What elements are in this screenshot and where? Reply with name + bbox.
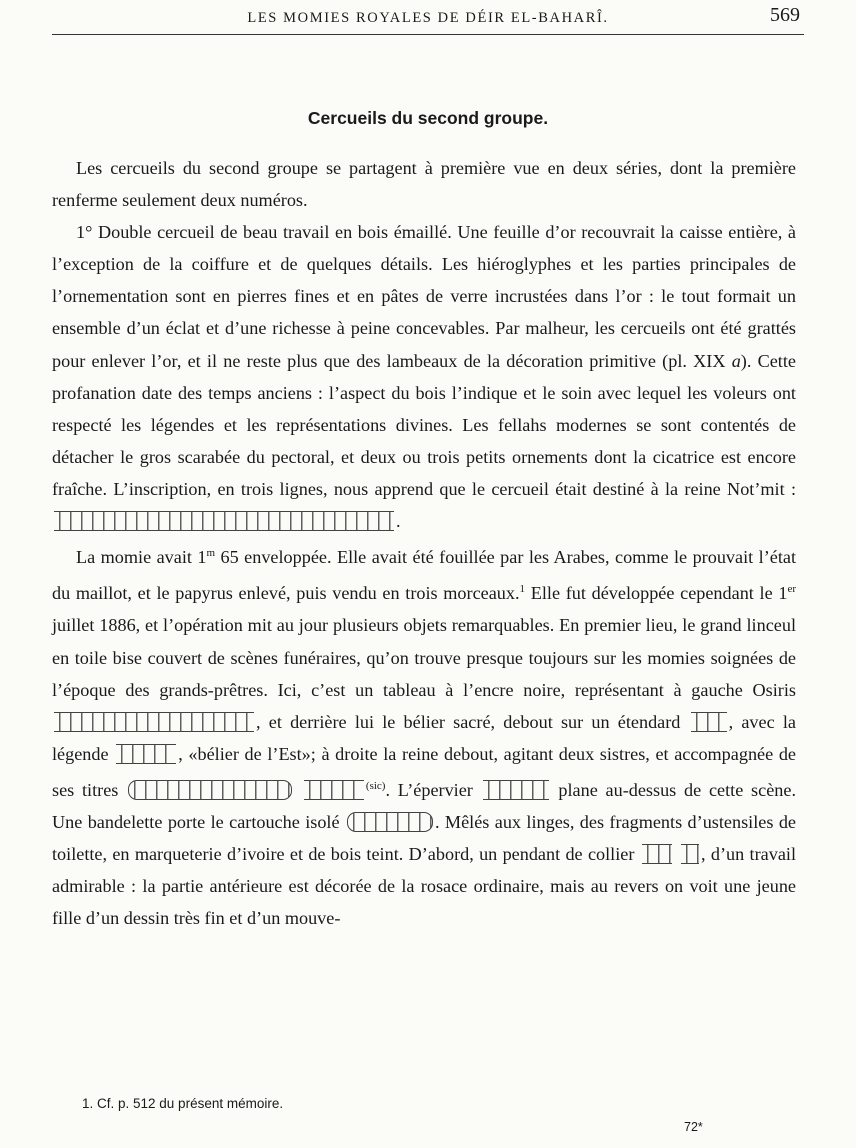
- hieroglyph-titles: [128, 780, 292, 800]
- text-run: , d’un travail admirable : la partie antérieure est décorée de la rosace ordinaire, mais au revers on voit une jeune fille d’un dessin très fin et d’un mouve-: [52, 844, 796, 929]
- text-run: La momie avait 1: [76, 547, 207, 568]
- text-run: [294, 780, 302, 800]
- text-run: . L’épervier: [385, 779, 481, 800]
- running-head: [52, 6, 804, 35]
- sic-note: (sic): [365, 779, 386, 792]
- running-title: LES MOMIES ROYALES DE DÉIR EL-BAHARÎ.: [247, 10, 609, 26]
- hieroglyph-titles-end: [304, 780, 364, 800]
- page-number: 569: [770, 4, 800, 26]
- text-run: juillet 1886, et l’opération mit au jour plusieurs objets remarquables. En premier lieu, le grand linceul en toile bise couvert de scènes funéraires, qu’on trouve presque toujours sur les momies soignées de l’époque des grands-prêtres. Ici, c’est un tableau à l’encre noire, représentant à gauche Osiris: [52, 615, 796, 700]
- hieroglyph-cartouche: [347, 812, 433, 832]
- footnote: 1. Cf. p. 512 du présent mémoire.: [82, 1096, 284, 1111]
- text-run: 1° Double cercueil de beau travail en bois émaillé. Une feuille d’or recouvrait la caisse entière, à l’exception de la coiffure et de quelques détails. Les hiéroglyphes et les parties principales de l’ornementation sont en pierres fines et en pâtes de verre incrustées dans l’or : le tout formait un ensemble d’un éclat et d’une richesse à peine concevables. Par malheur, les cercueils ont été grattés pour enlever l’or, et il ne reste plus que des lambeaux de la décoration primitive (pl. XIX: [52, 222, 796, 371]
- footnote-marker: 1: [519, 583, 526, 596]
- text-run: , avec la légende: [52, 711, 797, 764]
- text-run: , et derrière lui le bélier sacré, debout sur un étendard: [256, 711, 689, 732]
- hieroglyph-falcon: [483, 780, 549, 800]
- body-text: [52, 152, 796, 934]
- hieroglyph-collar-end: [681, 844, 699, 864]
- text-run: , «bélier de l’Est»; à droite la reine debout, agitant deux sistres, et accompagnée de ses titres: [52, 743, 796, 800]
- ordinal-superscript: er: [787, 583, 796, 596]
- text-run: 65 enveloppée. Elle avait été fouillée par les Arabes, comme le prouvait l’état du maillot, et le papyrus enlevé, puis vendu en trois morceaux.: [52, 547, 796, 604]
- signature-mark: 72*: [684, 1120, 703, 1134]
- text-run: Elle fut développée cependant le 1: [525, 583, 788, 604]
- text-run: [674, 844, 679, 864]
- paragraph-intro: Les cercueils du second groupe se partagent à première vue en deux séries, dont la première renferme seulement deux numéros.: [52, 158, 796, 211]
- unit-superscript: m: [206, 547, 216, 560]
- text-run: . Mêlés aux linges, des fragments d’ustensiles de toilette, en marqueterie d’ivoire et de bois teint. D’abord, un pendant de collier: [52, 812, 796, 865]
- hieroglyph-collar: [642, 844, 672, 864]
- section-title: Cercueils du second groupe.: [307, 108, 549, 128]
- hieroglyph-osiris: [54, 712, 254, 732]
- plate-letter: a: [731, 350, 741, 371]
- hieroglyph-legend: [116, 744, 176, 764]
- text-run: plane au-dessus de cette scène. Une bandelette porte le cartouche isolé: [52, 779, 796, 833]
- paragraph-coffin: [52, 216, 796, 537]
- text-run: .: [396, 511, 401, 532]
- paragraph-mummy: [52, 537, 796, 934]
- hieroglyph-standard: [691, 712, 727, 732]
- hieroglyph-inscription: [54, 511, 394, 531]
- text-run: ). Cette profanation date des temps anciens : l’aspect du bois l’indique et le soin avec lequel les voleurs ont respecté les légendes et les représentations divines. Les fellahs modernes se sont contentés de détacher le gros scarabée du pectoral, et deux ou trois petits ornements dont la cicatrice est encore fraîche. L’inscription, en trois lignes, nous apprend que le cercueil était destiné à la reine Not’mit :: [52, 350, 796, 499]
